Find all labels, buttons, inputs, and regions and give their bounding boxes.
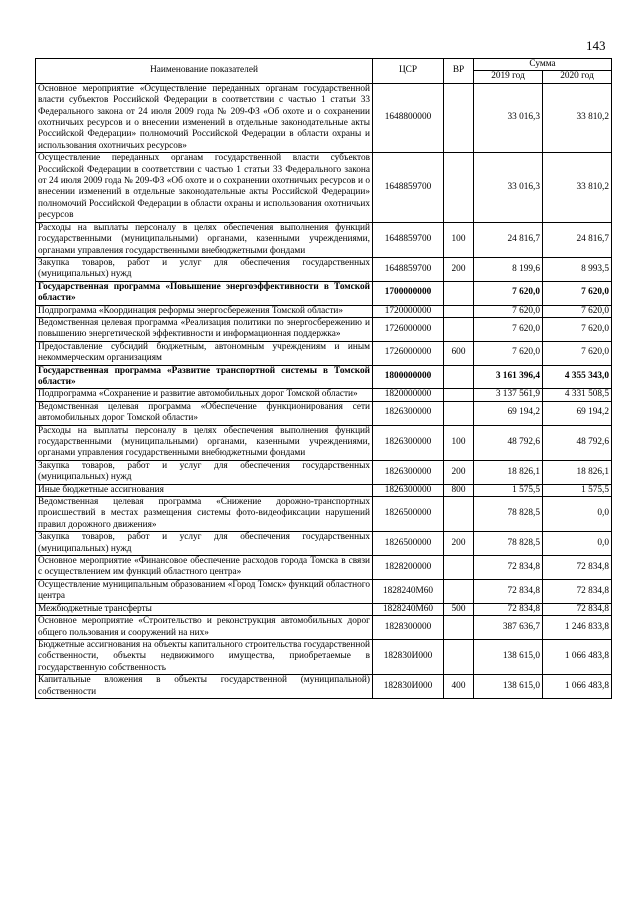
table-row — [36, 616, 612, 640]
table-row — [36, 83, 612, 152]
row-vr-cell: 600 — [444, 341, 474, 365]
header-year-2019: 2019 год — [474, 71, 543, 83]
row-name-cell: Закупка товаров, работ и услуг для обеспечения государственных (муниципальных) нужд — [36, 532, 373, 556]
header-name: Наименование показателей — [36, 59, 373, 84]
table-row — [36, 425, 612, 460]
table-row — [36, 317, 612, 341]
row-sum-2019-cell: 3 137 561,9 — [474, 389, 543, 401]
row-name-cell: Капитальные вложения в объекты государственной (муниципальной) собственности — [36, 675, 373, 699]
row-sum-2020-cell: 24 816,7 — [543, 222, 612, 257]
table-row — [36, 281, 612, 305]
row-name-cell: Ведомственная целевая программа «Снижение дорожно-транспортных происшествий в местах размещения системы фото-видеофиксации нарушений правил дорожного движения» — [36, 497, 373, 532]
header-year-2020: 2020 год — [543, 71, 612, 83]
row-csr-cell: 1800000000 — [373, 365, 444, 389]
row-sum-2019-cell: 138 615,0 — [474, 675, 543, 699]
row-sum-2020-cell: 7 620,0 — [543, 281, 612, 305]
row-name-cell: Государственная программа «Повышение энергоэффективности в Томской области» — [36, 281, 373, 305]
row-sum-2020-cell: 8 993,5 — [543, 257, 612, 281]
row-vr-cell — [444, 365, 474, 389]
row-sum-2020-cell: 1 575,5 — [543, 484, 612, 496]
row-csr-cell: 1828240М60 — [373, 579, 444, 603]
row-name-cell: Основное мероприятие «Осуществление переданных органам государственной власти субъектов Российской Федерации в соответствии с частью 1 статьи 33 Федерального закона от 24 июля 2009 года № 209-ФЗ «Об охоте и о сохранении охотничьих ресурсов и о внесении изменений в отдельные законодательные акты Российской Федерации» полномочий Российской Федерации в области охраны и использования охотничьих ресурсов» — [36, 83, 373, 152]
header-vr: ВР — [444, 59, 474, 84]
row-name-cell: Закупка товаров, работ и услуг для обеспечения государственных (муниципальных) нужд — [36, 460, 373, 484]
row-sum-2019-cell: 72 834,8 — [474, 603, 543, 615]
row-sum-2020-cell: 18 826,1 — [543, 460, 612, 484]
row-name-cell: Подпрограмма «Координация реформы энергосбережения Томской области» — [36, 305, 373, 317]
row-sum-2020-cell: 33 810,2 — [543, 153, 612, 222]
row-sum-2020-cell: 7 620,0 — [543, 305, 612, 317]
row-csr-cell: 182830И000 — [373, 639, 444, 674]
row-vr-cell — [444, 401, 474, 425]
table-row — [36, 153, 612, 222]
row-sum-2019-cell: 138 615,0 — [474, 639, 543, 674]
row-sum-2020-cell: 72 834,8 — [543, 556, 612, 580]
row-name-cell: Осуществление переданных органам государственной власти субъектов Российской Федерации в соответствии с частью 1 статьи 33 Федерального закона от 24 июля 2009 года № 209-ФЗ «Об охоте и о сохранении охотничьих ресурсов и о внесении изменений в отдельные законодательные акты Российской Федерации» полномочий Российской Федерации в области охраны и использования охотничьих ресурсов — [36, 153, 373, 222]
row-sum-2019-cell: 24 816,7 — [474, 222, 543, 257]
row-sum-2020-cell: 48 792,6 — [543, 425, 612, 460]
row-sum-2019-cell: 3 161 396,4 — [474, 365, 543, 389]
page-number: 143 — [586, 38, 606, 53]
row-csr-cell: 182830И000 — [373, 675, 444, 699]
row-vr-cell — [444, 639, 474, 674]
table-body — [36, 83, 612, 698]
table-header-row — [36, 59, 612, 71]
table-row — [36, 497, 612, 532]
table-row — [36, 389, 612, 401]
row-sum-2019-cell: 18 826,1 — [474, 460, 543, 484]
row-vr-cell: 100 — [444, 222, 474, 257]
row-sum-2019-cell: 78 828,5 — [474, 532, 543, 556]
row-csr-cell: 1820000000 — [373, 389, 444, 401]
row-sum-2019-cell: 7 620,0 — [474, 317, 543, 341]
row-sum-2019-cell: 69 194,2 — [474, 401, 543, 425]
row-sum-2019-cell: 1 575,5 — [474, 484, 543, 496]
row-csr-cell: 1648859700 — [373, 257, 444, 281]
row-name-cell: Межбюджетные трансферты — [36, 603, 373, 615]
row-csr-cell: 1826500000 — [373, 497, 444, 532]
row-csr-cell: 1826300000 — [373, 401, 444, 425]
row-sum-2019-cell: 387 636,7 — [474, 616, 543, 640]
row-name-cell: Основное мероприятие «Строительство и реконструкция автомобильных дорог общего пользования и сооружений на них» — [36, 616, 373, 640]
row-sum-2019-cell: 72 834,8 — [474, 556, 543, 580]
row-vr-cell — [444, 305, 474, 317]
row-name-cell: Подпрограмма «Сохранение и развитие автомобильных дорог Томской области» — [36, 389, 373, 401]
row-name-cell: Иные бюджетные ассигнования — [36, 484, 373, 496]
row-csr-cell: 1826300000 — [373, 460, 444, 484]
row-csr-cell: 1828200000 — [373, 556, 444, 580]
row-sum-2020-cell: 1 066 483,8 — [543, 639, 612, 674]
row-csr-cell: 1700000000 — [373, 281, 444, 305]
table-row — [36, 579, 612, 603]
row-sum-2019-cell: 33 016,3 — [474, 83, 543, 152]
row-vr-cell — [444, 281, 474, 305]
row-vr-cell — [444, 317, 474, 341]
row-sum-2019-cell: 72 834,8 — [474, 579, 543, 603]
row-name-cell: Основное мероприятие «Финансовое обеспечение расходов города Томска в связи с осуществлением им функций областного центра» — [36, 556, 373, 580]
header-sum: Сумма — [474, 59, 612, 71]
row-name-cell: Государственная программа «Развитие транспортной системы в Томской области» — [36, 365, 373, 389]
row-sum-2019-cell: 7 620,0 — [474, 341, 543, 365]
row-sum-2020-cell: 72 834,8 — [543, 603, 612, 615]
row-vr-cell — [444, 83, 474, 152]
row-name-cell: Бюджетные ассигнования на объекты капитального строительства государственной собственности, объекты недвижимого имущества, приобретаемые в государственную собственность — [36, 639, 373, 674]
table-row — [36, 341, 612, 365]
budget-table — [35, 58, 612, 699]
row-csr-cell: 1726000000 — [373, 317, 444, 341]
table-row — [36, 603, 612, 615]
row-vr-cell: 100 — [444, 425, 474, 460]
table-row — [36, 257, 612, 281]
row-sum-2020-cell: 0,0 — [543, 497, 612, 532]
row-csr-cell: 1828300000 — [373, 616, 444, 640]
row-vr-cell: 800 — [444, 484, 474, 496]
row-vr-cell: 400 — [444, 675, 474, 699]
row-name-cell: Закупка товаров, работ и услуг для обеспечения государственных (муниципальных) нужд — [36, 257, 373, 281]
table-row — [36, 222, 612, 257]
table-row — [36, 401, 612, 425]
table-row — [36, 460, 612, 484]
row-csr-cell: 1648859700 — [373, 153, 444, 222]
row-csr-cell: 1648859700 — [373, 222, 444, 257]
table-row — [36, 532, 612, 556]
row-name-cell: Ведомственная целевая программа «Обеспечение функционирования сети автомобильных дорог Томской области» — [36, 401, 373, 425]
row-vr-cell: 200 — [444, 460, 474, 484]
row-sum-2019-cell: 48 792,6 — [474, 425, 543, 460]
row-name-cell: Ведомственная целевая программа «Реализация политики по энергосбережению и повышению энергетической эффективности и информационная поддержка» — [36, 317, 373, 341]
row-csr-cell: 1828240М60 — [373, 603, 444, 615]
table-row — [36, 365, 612, 389]
row-name-cell: Предоставление субсидий бюджетным, автономным учреждениям и иным некоммерческим организациям — [36, 341, 373, 365]
row-sum-2020-cell: 4 331 508,5 — [543, 389, 612, 401]
row-vr-cell: 200 — [444, 257, 474, 281]
row-csr-cell: 1826300000 — [373, 484, 444, 496]
row-vr-cell — [444, 153, 474, 222]
row-sum-2020-cell: 33 810,2 — [543, 83, 612, 152]
row-sum-2019-cell: 33 016,3 — [474, 153, 543, 222]
row-vr-cell — [444, 616, 474, 640]
row-csr-cell: 1826500000 — [373, 532, 444, 556]
row-vr-cell: 200 — [444, 532, 474, 556]
table-row — [36, 305, 612, 317]
table-row — [36, 639, 612, 674]
row-sum-2020-cell: 1 066 483,8 — [543, 675, 612, 699]
row-sum-2019-cell: 78 828,5 — [474, 497, 543, 532]
table-row — [36, 556, 612, 580]
row-csr-cell: 1726000000 — [373, 341, 444, 365]
table-row — [36, 484, 612, 496]
row-name-cell: Расходы на выплаты персоналу в целях обеспечения выполнения функций государственными (муниципальными) органами, казенными учреждениями, органами управления государственными внебюджетными фондами — [36, 222, 373, 257]
row-sum-2020-cell: 0,0 — [543, 532, 612, 556]
row-sum-2019-cell: 7 620,0 — [474, 281, 543, 305]
row-vr-cell — [444, 389, 474, 401]
row-vr-cell — [444, 556, 474, 580]
row-sum-2020-cell: 69 194,2 — [543, 401, 612, 425]
row-sum-2020-cell: 72 834,8 — [543, 579, 612, 603]
row-vr-cell — [444, 579, 474, 603]
header-csr: ЦСР — [373, 59, 444, 84]
row-sum-2020-cell: 4 355 343,0 — [543, 365, 612, 389]
row-sum-2020-cell: 1 246 833,8 — [543, 616, 612, 640]
row-sum-2020-cell: 7 620,0 — [543, 317, 612, 341]
row-sum-2020-cell: 7 620,0 — [543, 341, 612, 365]
row-name-cell: Расходы на выплаты персоналу в целях обеспечения выполнения функций государственными (муниципальными) органами, казенными учреждениями, органами управления государственными внебюджетными фондами — [36, 425, 373, 460]
row-vr-cell — [444, 497, 474, 532]
row-name-cell: Осуществление муниципальным образованием «Город Томск» функций областного центра — [36, 579, 373, 603]
row-sum-2019-cell: 8 199,6 — [474, 257, 543, 281]
table-row — [36, 675, 612, 699]
row-csr-cell: 1826300000 — [373, 425, 444, 460]
row-csr-cell: 1720000000 — [373, 305, 444, 317]
row-csr-cell: 1648800000 — [373, 83, 444, 152]
row-sum-2019-cell: 7 620,0 — [474, 305, 543, 317]
row-vr-cell: 500 — [444, 603, 474, 615]
